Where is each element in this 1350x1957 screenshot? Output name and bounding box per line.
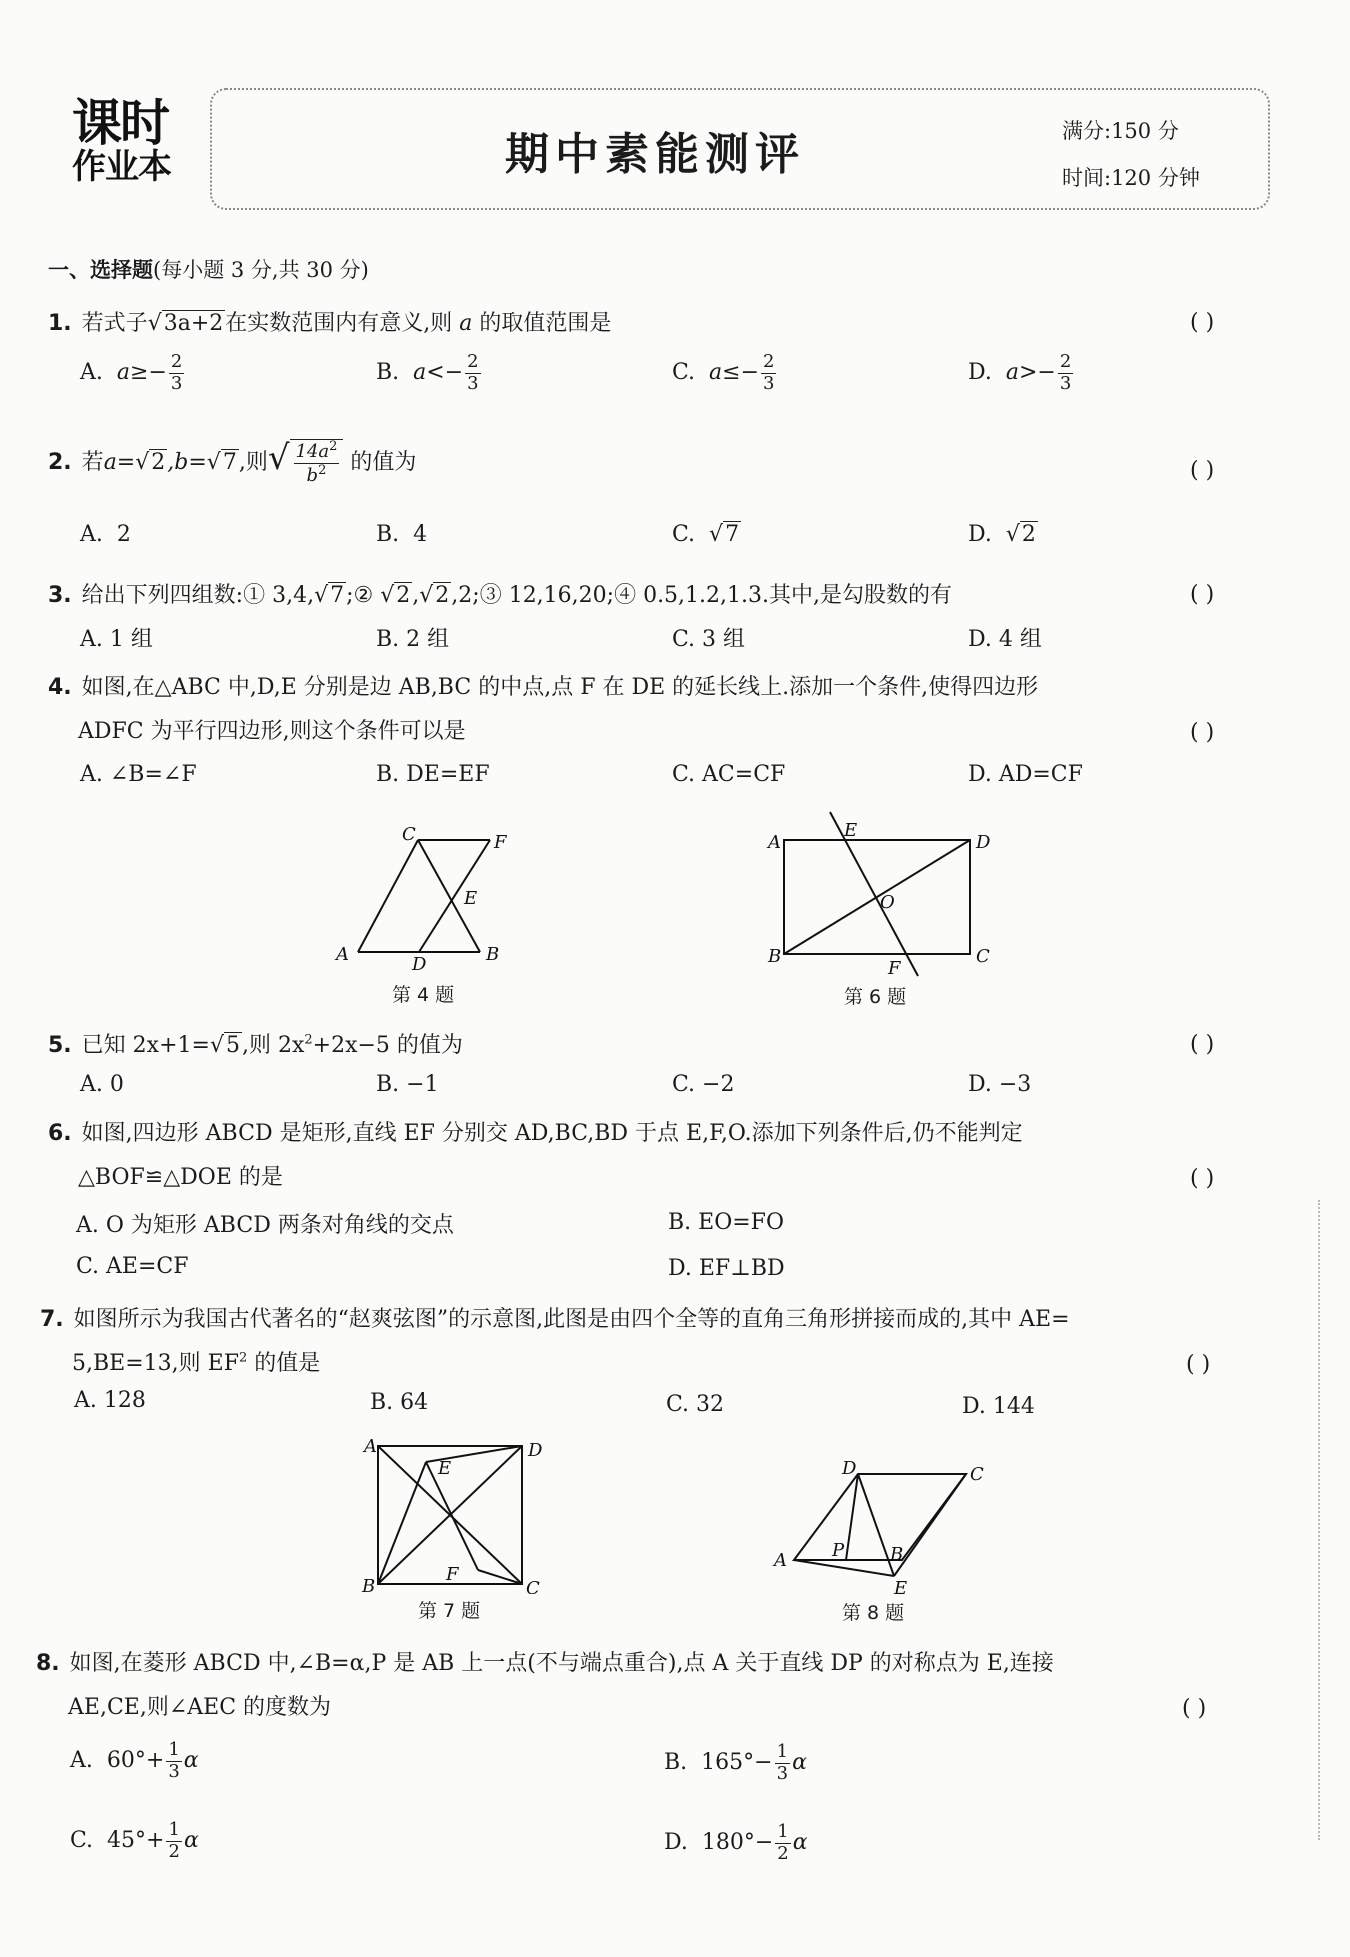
question-8-line2: AE,CE,则∠AEC 的度数为 bbox=[68, 1695, 332, 1720]
q6-option-c[interactable]: C. AE=CF bbox=[76, 1254, 189, 1279]
alpha: α bbox=[792, 1830, 808, 1856]
label-e: E bbox=[844, 820, 858, 841]
answer-blank[interactable]: ( ) bbox=[1190, 582, 1215, 607]
option-value: 7 bbox=[725, 522, 740, 547]
q6-option-a[interactable]: A. O 为矩形 ABCD 两条对角线的交点 bbox=[76, 1213, 454, 1238]
q-text: 若 bbox=[81, 450, 104, 475]
q-var: a= bbox=[103, 450, 136, 475]
figure-6-caption: 第 6 题 bbox=[844, 986, 907, 1008]
answer-blank[interactable]: ( ) bbox=[1190, 1032, 1215, 1057]
q-text: 如图,在菱形 ABCD 中,∠B=α,P 是 AB 上一点(不与端点重合),点 A 关于直线 DP 的对称点为 E,连接 bbox=[69, 1651, 1054, 1676]
label-d: D bbox=[842, 1458, 857, 1479]
frac-den: 3 bbox=[168, 1760, 180, 1782]
frac-num: 1 bbox=[776, 1741, 789, 1762]
option-relation: a<− bbox=[413, 360, 464, 386]
q-text: 如图所示为我国古代著名的“赵爽弦图”的示意图,此图是由四个全等的直角三角形拼接而成的,其中 AE= bbox=[73, 1307, 1070, 1332]
label-f: F bbox=[446, 1564, 459, 1585]
radicand: 2 bbox=[151, 450, 166, 475]
frac-den: 3 bbox=[467, 372, 479, 394]
q4-option-b[interactable]: B. DE=EF bbox=[376, 762, 490, 787]
radicand: 7 bbox=[222, 450, 237, 475]
q-var: a bbox=[459, 311, 473, 336]
q7-option-c[interactable]: C. 32 bbox=[666, 1392, 725, 1417]
frac-num: 2 bbox=[467, 351, 479, 372]
figure-6 bbox=[760, 808, 990, 978]
q-text: ,2;③ 12,16,20;④ 0.5,1.2,1.3.其中,是勾股数的有 bbox=[451, 583, 953, 608]
label-a: A bbox=[336, 944, 349, 965]
option-letter: D. bbox=[664, 1830, 688, 1856]
question-8 bbox=[36, 1646, 1054, 1677]
q1-option-a[interactable] bbox=[80, 352, 186, 394]
logo-line1: 课时 bbox=[72, 94, 168, 152]
figure-7-caption: 第 7 题 bbox=[418, 1600, 481, 1622]
q-text: 如图,四边形 ABCD 是矩形,直线 EF 分别交 AD,BC,BD 于点 E,F,O.添加下列条件后,仍不能判定 bbox=[81, 1121, 1023, 1146]
frac-den: 3 bbox=[170, 372, 183, 394]
option-letter: B. bbox=[376, 360, 400, 386]
frac-num: 2 bbox=[763, 351, 775, 372]
label-o: O bbox=[880, 892, 895, 913]
option-letter: B. bbox=[376, 522, 400, 547]
label-d: D bbox=[976, 832, 990, 853]
q-text: , bbox=[412, 583, 420, 608]
frac-den: 2 bbox=[777, 1842, 789, 1864]
q2-option-c[interactable]: C. √7 bbox=[672, 522, 740, 547]
figure-4-caption: 第 4 题 bbox=[392, 984, 455, 1006]
option-relation: a≤− bbox=[709, 360, 760, 386]
q2-option-a[interactable] bbox=[80, 522, 131, 547]
q3-option-d[interactable]: D. 4 组 bbox=[968, 627, 1042, 652]
q1-option-b[interactable] bbox=[376, 352, 483, 394]
page-edge-dotted-line bbox=[1318, 1200, 1320, 1840]
option-value: 2 bbox=[1021, 522, 1036, 547]
q5-option-b[interactable]: B. −1 bbox=[376, 1072, 439, 1097]
q5-option-a[interactable]: A. 0 bbox=[80, 1072, 124, 1097]
q-text: 已知 2x+1= bbox=[81, 1033, 210, 1058]
question-7-line2: 5,BE=13,则 $EF^2$ 的值是 bbox=[72, 1350, 321, 1376]
option-letter: A. bbox=[70, 1748, 93, 1774]
answer-blank[interactable]: ( ) bbox=[1190, 310, 1215, 335]
option-letter: D. bbox=[968, 522, 992, 547]
alpha: α bbox=[792, 1750, 807, 1776]
answer-blank[interactable]: ( ) bbox=[1190, 458, 1215, 483]
answer-blank[interactable]: ( ) bbox=[1190, 720, 1215, 745]
label-p: P bbox=[832, 1540, 845, 1561]
exam-time: 时间:120 分钟 bbox=[1062, 166, 1200, 190]
q8-option-b[interactable] bbox=[664, 1742, 807, 1784]
q3-option-c[interactable]: C. 3 组 bbox=[672, 627, 746, 652]
radicand: 2 bbox=[396, 583, 411, 608]
q4-option-d[interactable]: D. AD=CF bbox=[968, 762, 1083, 787]
q4-option-c[interactable]: C. AC=CF bbox=[672, 762, 786, 787]
option-relation: a≥− bbox=[116, 360, 167, 386]
question-number: 7. bbox=[40, 1307, 64, 1332]
q8-option-a[interactable] bbox=[70, 1740, 199, 1782]
logo bbox=[72, 94, 192, 187]
question-3: 3. 给出下列四组数:① 3,4,√7;② √2,√2,2;③ 12,16,20;④ 0.5,1.2,1.3.其中,是勾股数的有 bbox=[48, 583, 953, 608]
label-a: A bbox=[774, 1550, 787, 1571]
frac-num: 1 bbox=[777, 1821, 789, 1842]
option-value: 2 bbox=[116, 522, 131, 547]
q-text: 如图,在△ABC 中,D,E 分别是边 AB,BC 的中点,点 F 在 DE 的延长线上.添加一个条件,使得四边形 bbox=[81, 675, 1039, 700]
q-text: ;② bbox=[346, 583, 381, 608]
answer-blank[interactable]: ( ) bbox=[1182, 1696, 1207, 1721]
label-d: D bbox=[412, 954, 427, 970]
q2-option-d[interactable]: D. √2 bbox=[968, 522, 1036, 547]
q-text: ,则 2x bbox=[241, 1033, 305, 1058]
question-2: 2. 若a=√2,b=√7,则√ $\frac{14a^2}{b^2}$ 的值为 bbox=[48, 438, 417, 486]
q3-option-a[interactable]: A. 1 组 bbox=[80, 627, 153, 652]
q6-option-d[interactable]: D. EF⊥BD bbox=[668, 1256, 785, 1281]
option-relation: a>− bbox=[1005, 360, 1056, 386]
full-score: 满分:150 分 bbox=[1062, 119, 1179, 143]
figure-8-caption: 第 8 题 bbox=[842, 1602, 905, 1624]
question-4 bbox=[48, 670, 1038, 701]
label-c: C bbox=[970, 1464, 984, 1485]
section-note: (每小题 3 分,共 30 分) bbox=[153, 258, 369, 282]
label-a: A bbox=[768, 832, 781, 853]
label-d: D bbox=[528, 1440, 543, 1461]
question-4-line2: ADFC 为平行四边形,则这个条件可以是 bbox=[78, 719, 466, 744]
q1-option-c[interactable] bbox=[672, 352, 778, 394]
option-letter: B. bbox=[664, 1750, 688, 1776]
q-text: 的取值范围是 bbox=[479, 311, 612, 336]
frac-den: 3 bbox=[776, 1762, 789, 1784]
option-degree: 165°− bbox=[701, 1750, 773, 1776]
frac-den: 2 bbox=[168, 1840, 180, 1862]
label-f: F bbox=[494, 832, 507, 853]
frac-num: 2 bbox=[170, 351, 183, 372]
q7-option-a[interactable]: A. 128 bbox=[74, 1388, 146, 1413]
answer-blank[interactable]: ( ) bbox=[1186, 1352, 1211, 1377]
label-b: B bbox=[362, 1576, 376, 1594]
option-letter: A. bbox=[80, 522, 103, 547]
label-e: E bbox=[894, 1578, 908, 1596]
label-e: E bbox=[438, 1458, 452, 1479]
question-number: 5. bbox=[48, 1033, 72, 1058]
question-7 bbox=[40, 1302, 1070, 1333]
question-6 bbox=[48, 1116, 1023, 1147]
alpha: α bbox=[183, 1748, 199, 1774]
label-f: F bbox=[888, 958, 901, 978]
section-title bbox=[48, 254, 369, 284]
label-e: E bbox=[464, 888, 478, 909]
figure-7 bbox=[354, 1434, 544, 1594]
q-text: 给出下列四组数:① 3,4, bbox=[81, 583, 315, 608]
frac-num: 2 bbox=[1059, 351, 1072, 372]
label-c: C bbox=[976, 946, 990, 967]
q8-option-d[interactable] bbox=[664, 1822, 808, 1864]
figure-8 bbox=[770, 1456, 990, 1596]
question-5: 5. 已知 2x+1=√5,则 $2x^2+2x-5$ 的值为 bbox=[48, 1032, 463, 1058]
label-c: C bbox=[526, 1578, 540, 1594]
frac-den: 3 bbox=[763, 372, 775, 394]
answer-blank[interactable]: ( ) bbox=[1190, 1166, 1215, 1191]
question-6-line2: △BOF≌△DOE 的是 bbox=[78, 1165, 283, 1190]
q-text: 5,BE=13,则 EF bbox=[72, 1351, 239, 1376]
question-number: 4. bbox=[48, 675, 72, 700]
frac-den: 3 bbox=[1059, 372, 1072, 394]
q6-option-b[interactable]: B. EO=FO bbox=[668, 1210, 784, 1235]
figure-4 bbox=[330, 820, 520, 970]
q8-option-c[interactable] bbox=[70, 1820, 199, 1862]
q-text: +2x−5 的值为 bbox=[312, 1033, 463, 1058]
q7-option-b[interactable]: B. 64 bbox=[370, 1390, 429, 1415]
frac-num: 1 bbox=[168, 1739, 180, 1760]
radicand: 7 bbox=[330, 583, 345, 608]
radicand: 2 bbox=[435, 583, 450, 608]
q-text: ,则 bbox=[238, 450, 268, 475]
question-number: 6. bbox=[48, 1121, 72, 1146]
option-letter: C. bbox=[672, 522, 696, 547]
label-b: B bbox=[768, 946, 782, 967]
option-letter: C. bbox=[672, 360, 696, 386]
radicand: 3a+2 bbox=[163, 311, 224, 336]
option-value: 4 bbox=[413, 522, 428, 547]
q-text: 的值为 bbox=[350, 450, 417, 475]
question-number: 3. bbox=[48, 583, 72, 608]
label-b: B bbox=[486, 944, 500, 965]
q-text: 在实数范围内有意义,则 bbox=[225, 311, 453, 336]
option-degree: 60°+ bbox=[106, 1748, 165, 1774]
q3-option-b[interactable]: B. 2 组 bbox=[376, 627, 450, 652]
q2-option-b[interactable] bbox=[376, 522, 427, 547]
option-letter: A. bbox=[80, 360, 103, 386]
q-var: ,b= bbox=[167, 450, 207, 475]
q-text: 的值是 bbox=[254, 1351, 321, 1376]
option-degree: 45°+ bbox=[107, 1828, 165, 1854]
q1-option-d[interactable] bbox=[968, 352, 1075, 394]
question-number: 1. bbox=[48, 311, 72, 336]
option-letter: C. bbox=[70, 1828, 94, 1854]
option-letter: D. bbox=[968, 360, 992, 386]
question-number: 2. bbox=[48, 450, 72, 475]
question-1: 1. 若式子√3a+2在实数范围内有意义,则 a 的取值范围是 bbox=[48, 311, 612, 336]
label-c: C bbox=[402, 824, 416, 845]
q5-option-c[interactable]: C. −2 bbox=[672, 1072, 735, 1097]
frac-den: b bbox=[306, 464, 319, 486]
option-degree: 180°− bbox=[701, 1830, 774, 1856]
section-heading: 一、选择题 bbox=[48, 258, 153, 282]
label-b: B bbox=[890, 1544, 904, 1565]
q7-option-d[interactable]: D. 144 bbox=[962, 1394, 1035, 1419]
question-number: 8. bbox=[36, 1651, 60, 1676]
radicand: 5 bbox=[225, 1033, 240, 1058]
frac-num: 14a bbox=[295, 440, 330, 462]
page-title: 期中素能测评 bbox=[505, 129, 805, 180]
q4-option-a[interactable]: A. ∠B=∠F bbox=[80, 762, 197, 787]
alpha: α bbox=[183, 1828, 199, 1854]
label-a: A bbox=[364, 1436, 377, 1457]
q5-option-d[interactable]: D. −3 bbox=[968, 1072, 1032, 1097]
logo-line2: 作业本 bbox=[72, 147, 171, 187]
q-text: 若式子 bbox=[81, 311, 148, 336]
frac-num: 1 bbox=[168, 1819, 180, 1840]
